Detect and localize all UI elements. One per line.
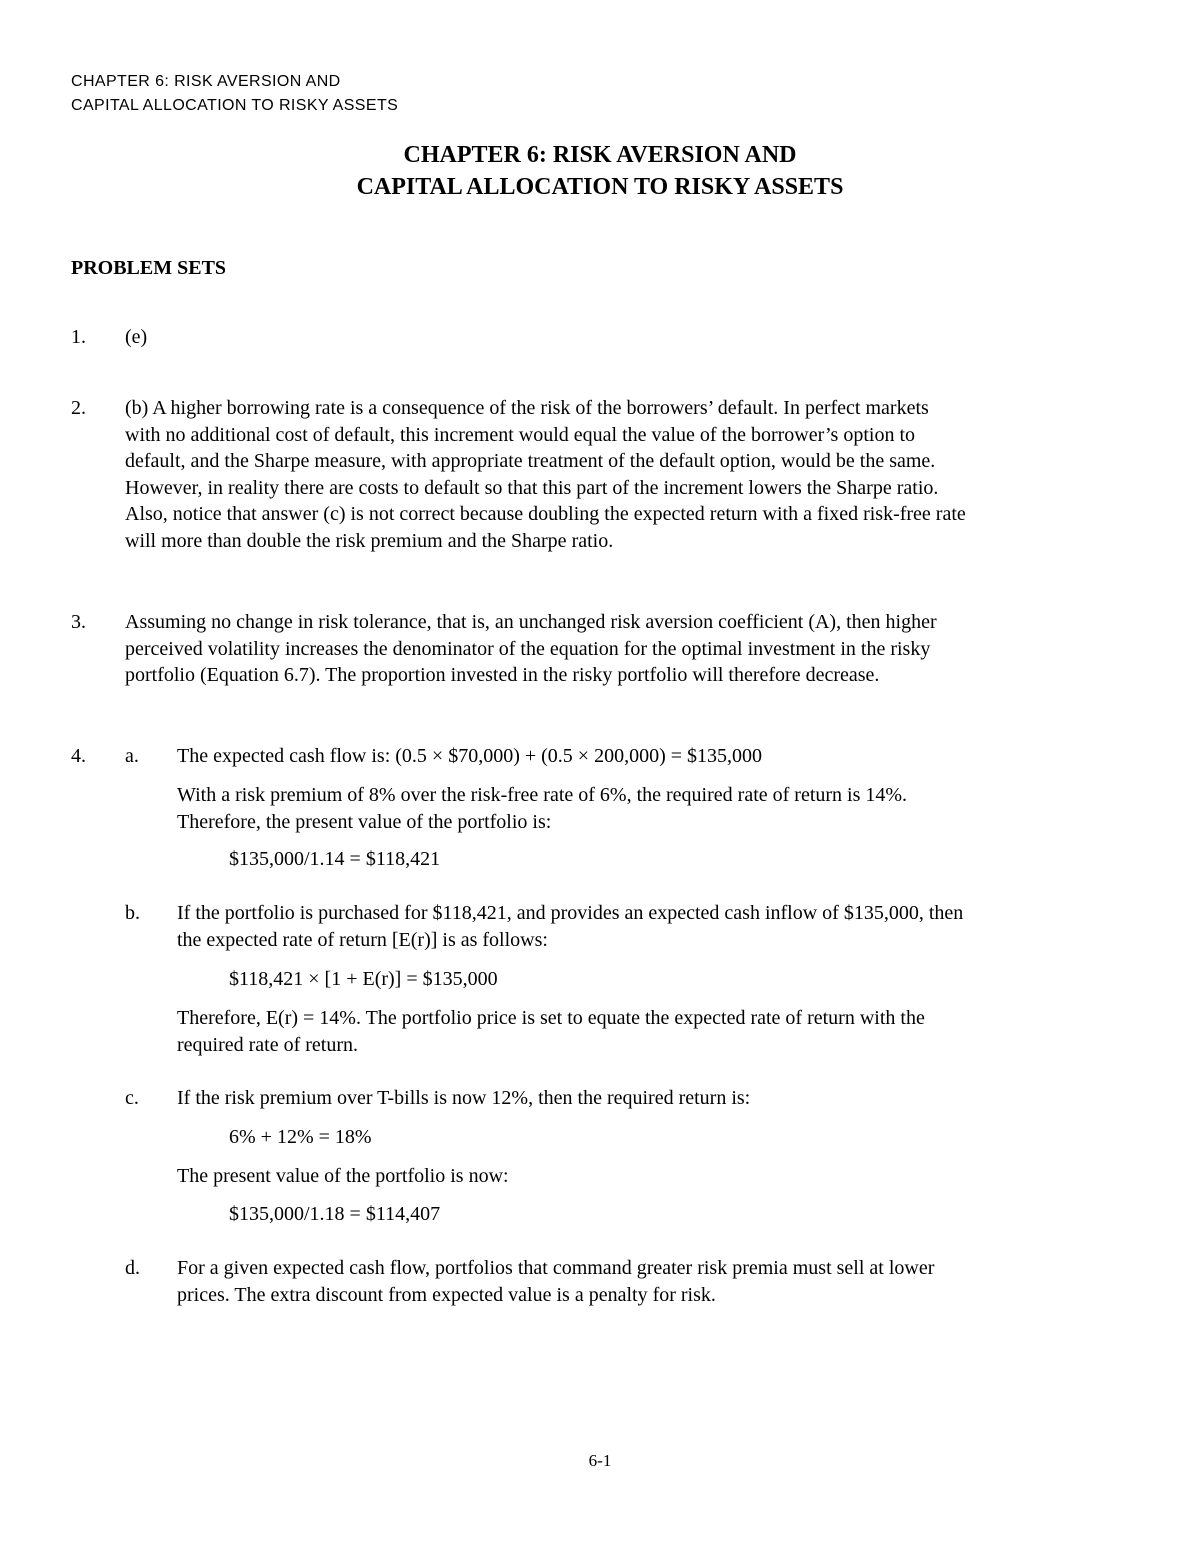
problem-answer: (e): [125, 326, 148, 348]
subpart-b-line-3: Therefore, E(r) = 14%. The portfolio price is set to equate the expected rate of return with the: [177, 1007, 925, 1029]
subpart-letter-c: c.: [125, 1087, 139, 1109]
problem-number: 4.: [71, 745, 86, 767]
equation: $135,000/1.14 = $118,421: [229, 848, 441, 870]
problem-number: 2.: [71, 397, 86, 419]
problem-answer: [125, 609, 1129, 689]
page-title-line-2: CAPITAL ALLOCATION TO RISKY ASSETS: [356, 174, 844, 200]
equation: $135,000/1.18 = $114,407: [229, 1203, 441, 1225]
subpart-letter-d: d.: [125, 1257, 140, 1279]
problem-number: 1.: [71, 326, 86, 348]
subpart-b-line-4: required rate of return.: [177, 1033, 359, 1056]
equation: $118,421 × [1 + E(r)] = $135,000: [229, 968, 498, 990]
subpart-a-line-1: The expected cash flow is: (0.5 × $70,000) + (0.5 × 200,000) = $135,000: [177, 745, 763, 767]
running-header-line-2: CAPITAL ALLOCATION TO RISKY ASSETS: [71, 97, 399, 114]
page-title: [0, 139, 1200, 203]
subpart-a-line-2: With a risk premium of 8% over the risk-free rate of 6%, the required rate of return is 14%.: [177, 784, 908, 806]
subpart-letter-b: b.: [125, 902, 140, 924]
subpart-b-line-2: the expected rate of return [E(r)] is as follows:: [177, 928, 548, 951]
answer-line: will more than double the risk premium and the Sharpe ratio.: [125, 529, 614, 552]
running-header: [71, 70, 398, 118]
subpart-d-line-2: prices. The extra discount from expected value is a penalty for risk.: [177, 1283, 716, 1306]
page-number: 6-1: [588, 1451, 612, 1470]
answer-line: Also, notice that answer (c) is not correct because doubling the expected return with a fixed risk-free rate: [125, 503, 966, 525]
answer-line: perceived volatility increases the denominator of the equation for the optimal investment in the risky: [125, 637, 931, 660]
section-heading: PROBLEM SETS: [71, 257, 227, 279]
answer-line: (b) A higher borrowing rate is a consequence of the risk of the borrowers’ default. In perfect markets: [125, 397, 929, 419]
subpart-c-line-1: If the risk premium over T-bills is now 12%, then the required return is:: [177, 1087, 751, 1109]
page-title-line-1: CHAPTER 6: RISK AVERSION AND: [403, 142, 797, 168]
subpart-c-line-2: The present value of the portfolio is now:: [177, 1165, 509, 1187]
answer-line: portfolio (Equation 6.7). The proportion invested in the risky portfolio will therefore decrease.: [125, 664, 880, 686]
subpart-letter-a: a.: [125, 745, 139, 767]
subpart-b-line-1: If the portfolio is purchased for $118,421, and provides an expected cash inflow of $135,000, then: [177, 902, 964, 924]
answer-line: Assuming no change in risk tolerance, that is, an unchanged risk aversion coefficient (A), then higher: [125, 611, 937, 633]
problem-number: 3.: [71, 611, 86, 633]
subpart-d-line-1: For a given expected cash flow, portfolios that command greater risk premia must sell at lower: [177, 1257, 935, 1279]
answer-line: with no additional cost of default, this increment would equal the value of the borrower’s option to: [125, 423, 915, 446]
equation: 6% + 12% = 18%: [229, 1126, 372, 1148]
problem-answer: [125, 395, 1129, 554]
answer-line: default, and the Sharpe measure, with appropriate treatment of the default option, would be the same.: [125, 450, 936, 472]
running-header-line-1: CHAPTER 6: RISK AVERSION AND: [71, 73, 341, 90]
answer-line: However, in reality there are costs to default so that this part of the increment lowers the Sharpe ratio.: [125, 476, 939, 499]
subpart-a-line-3: Therefore, the present value of the portfolio is:: [177, 810, 552, 833]
